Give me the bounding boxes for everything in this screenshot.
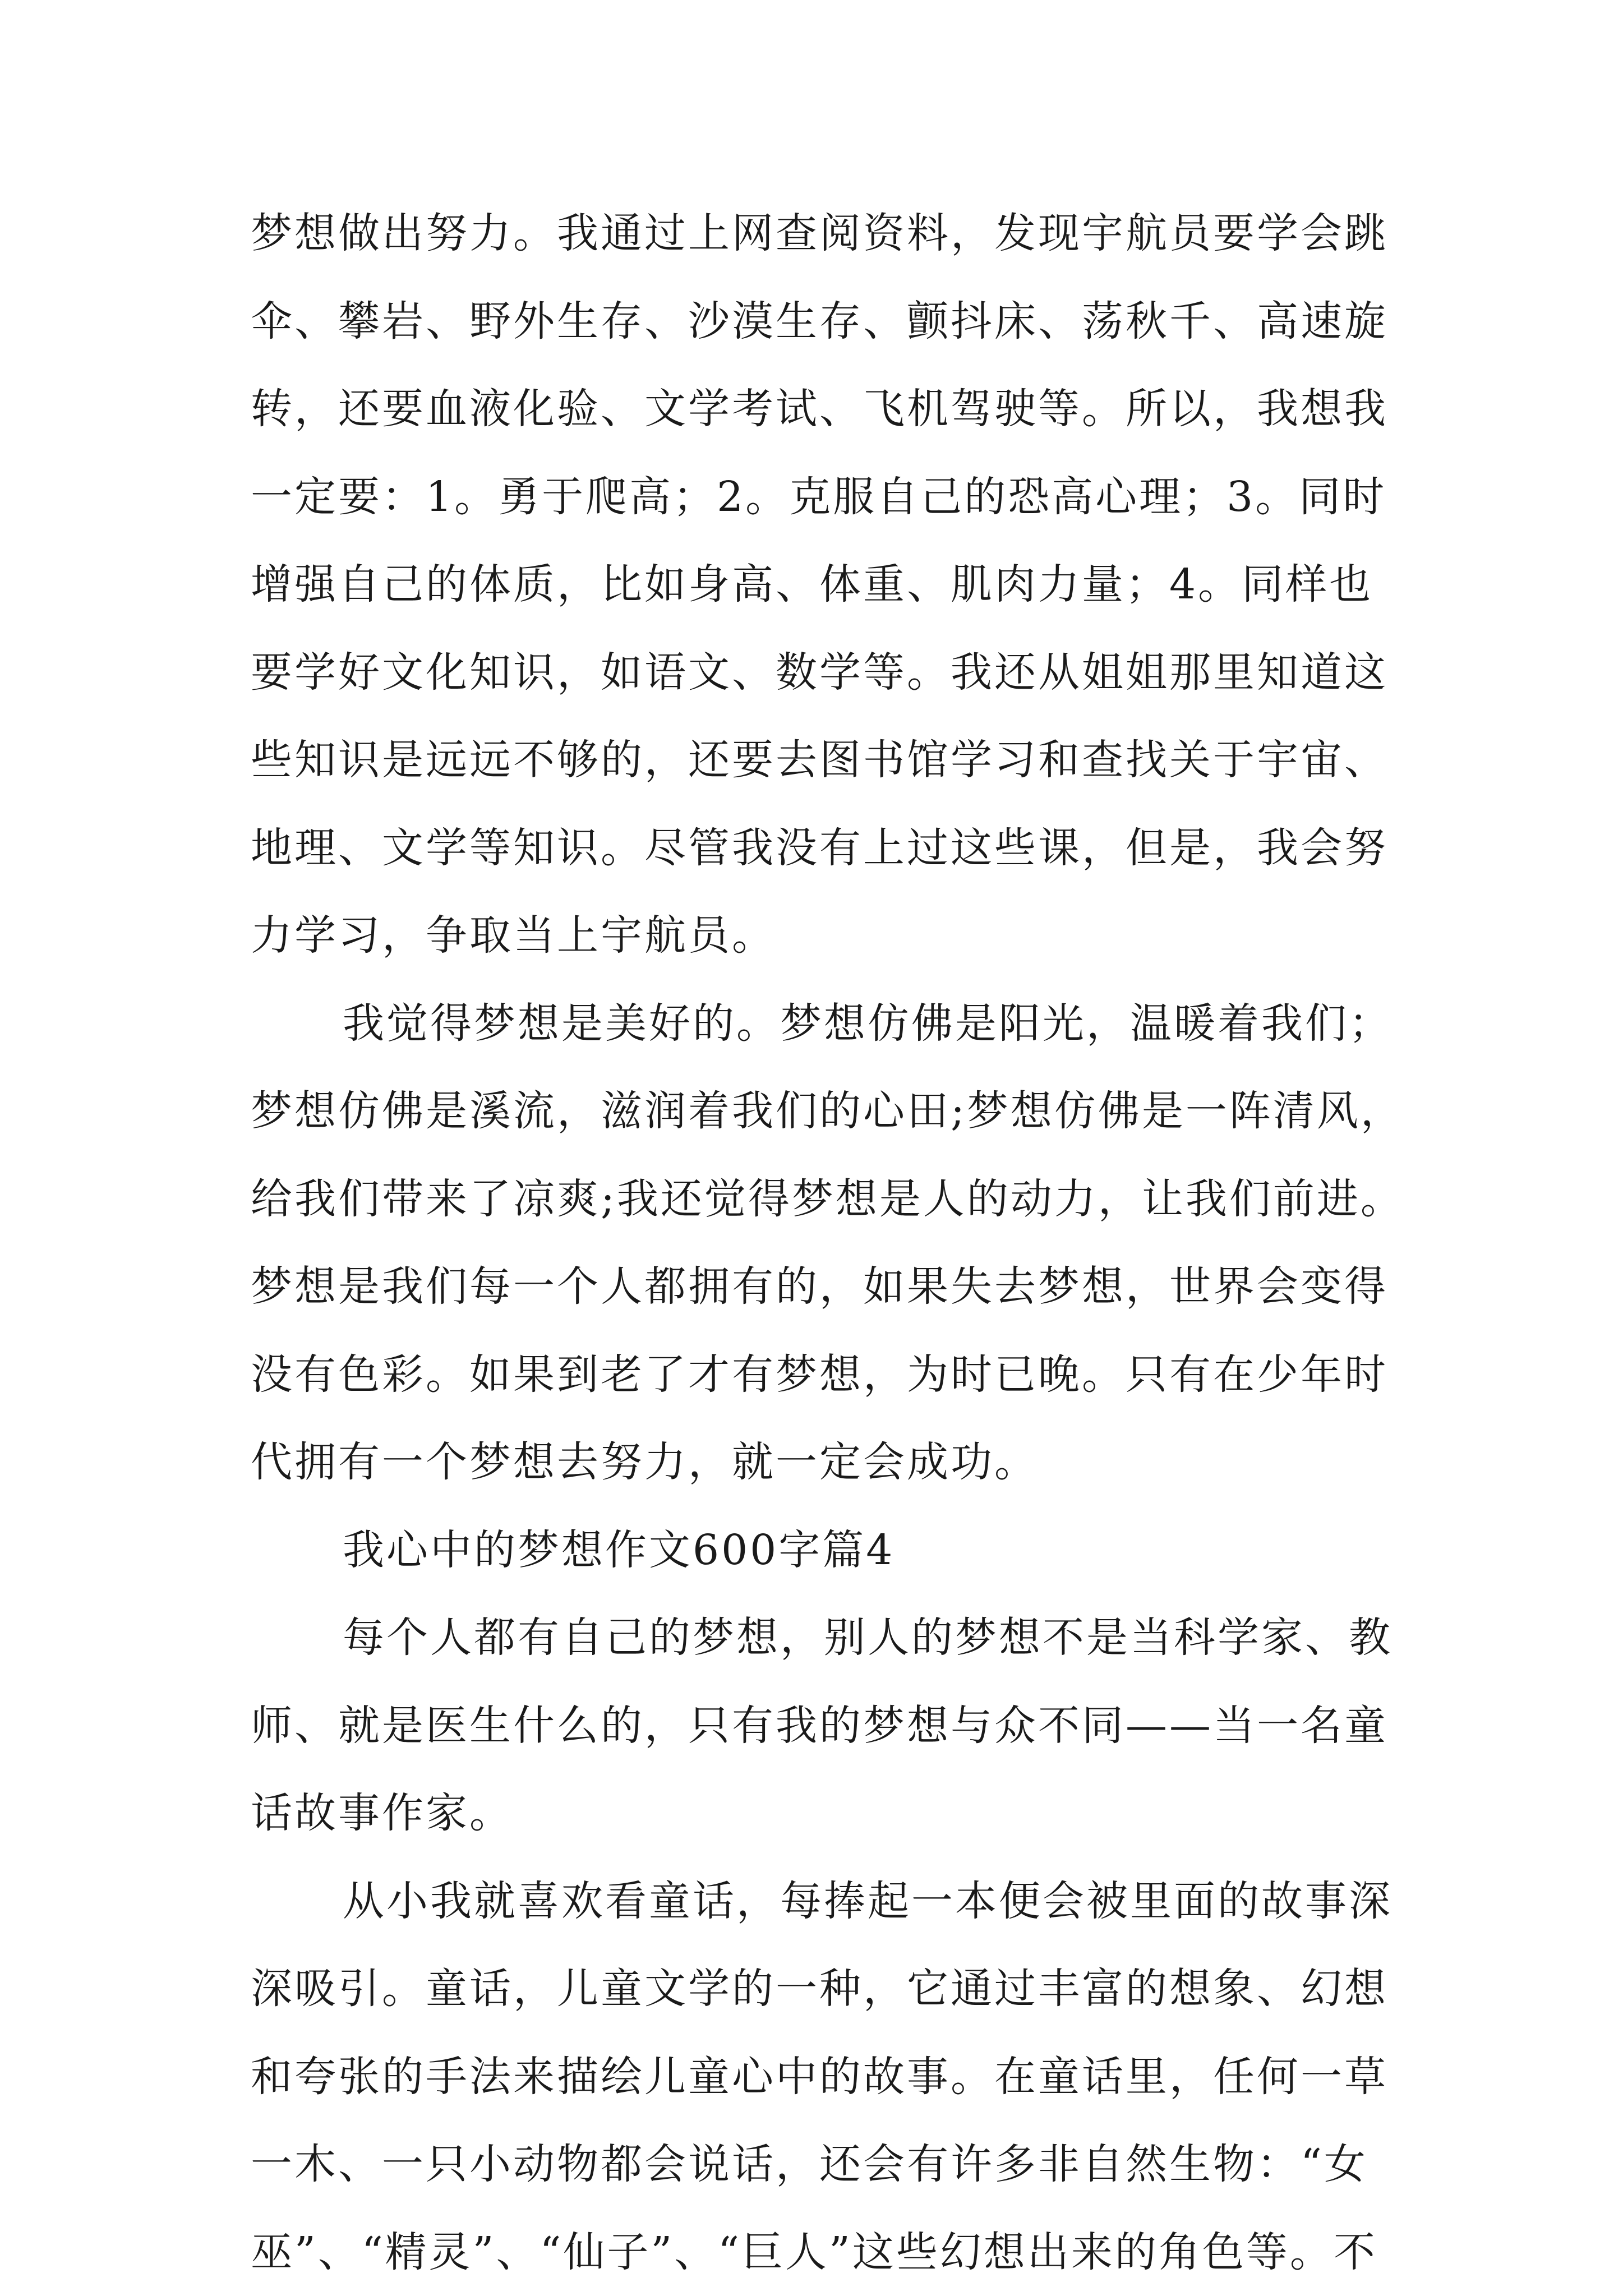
text-line: 梦想做出努力。我通过上网查阅资料，发现宇航员要学会跳 [251,190,1406,278]
text-line: 没有色彩。如果到老了才有梦想，为时已晚。只有在少年时 [251,1331,1406,1419]
text-line: 力学习，争取当上宇航员。 [251,892,1406,980]
text-line: 师、就是医生什么的，只有我的梦想与众不同——当一名童 [251,1682,1406,1770]
text-line: 伞、攀岩、野外生存、沙漠生存、颤抖床、荡秋千、高速旋 [251,278,1406,366]
text-line: 地理、文学等知识。尽管我没有上过这些课，但是，我会努 [251,804,1406,892]
section-heading: 我心中的梦想作文600字篇4 [251,1506,1406,1594]
text-line: 巫”、“精灵”、“仙子”、“巨人”这些幻想出来的角色等。不 [251,2209,1406,2296]
text-line: 转，还要血液化验、文学考试、飞机驾驶等。所以，我想我 [251,365,1406,453]
text-line: 代拥有一个梦想去努力，就一定会成功。 [251,1418,1406,1506]
text-line: 梦想仿佛是溪流，滋润着我们的心田;梦想仿佛是一阵清风， [251,1067,1406,1155]
text-line: 话故事作家。 [251,1769,1406,1857]
text-line: 些知识是远远不够的，还要去图书馆学习和查找关于宇宙、 [251,716,1406,804]
text-line: 要学好文化知识，如语文、数学等。我还从姐姐那里知道这 [251,629,1406,717]
text-line: 一木、一只小动物都会说话，还会有许多非自然生物：“女 [251,2120,1406,2209]
paragraph-start-line: 我觉得梦想是美好的。梦想仿佛是阳光，温暖着我们； [251,980,1406,1068]
text-line: 一定要：1。勇于爬高；2。克服自己的恐高心理；3。同时 [251,453,1406,541]
text-line: 梦想是我们每一个人都拥有的，如果失去梦想，世界会变得 [251,1243,1406,1331]
text-line: 增强自己的体质，比如身高、体重、肌肉力量；4。同样也 [251,541,1406,629]
text-line: 深吸引。童话，儿童文学的一种，它通过丰富的想象、幻想 [251,1945,1406,2033]
text-line: 给我们带来了凉爽;我还觉得梦想是人的动力，让我们前进。 [251,1155,1406,1243]
text-line: 和夸张的手法来描绘儿童心中的故事。在童话里，任何一草 [251,2033,1406,2121]
paragraph-start-line: 每个人都有自己的梦想，别人的梦想不是当科学家、教 [251,1594,1406,1682]
paragraph-start-line: 从小我就喜欢看童话，每捧起一本便会被里面的故事深 [251,1857,1406,1945]
document-body [251,190,1406,2296]
